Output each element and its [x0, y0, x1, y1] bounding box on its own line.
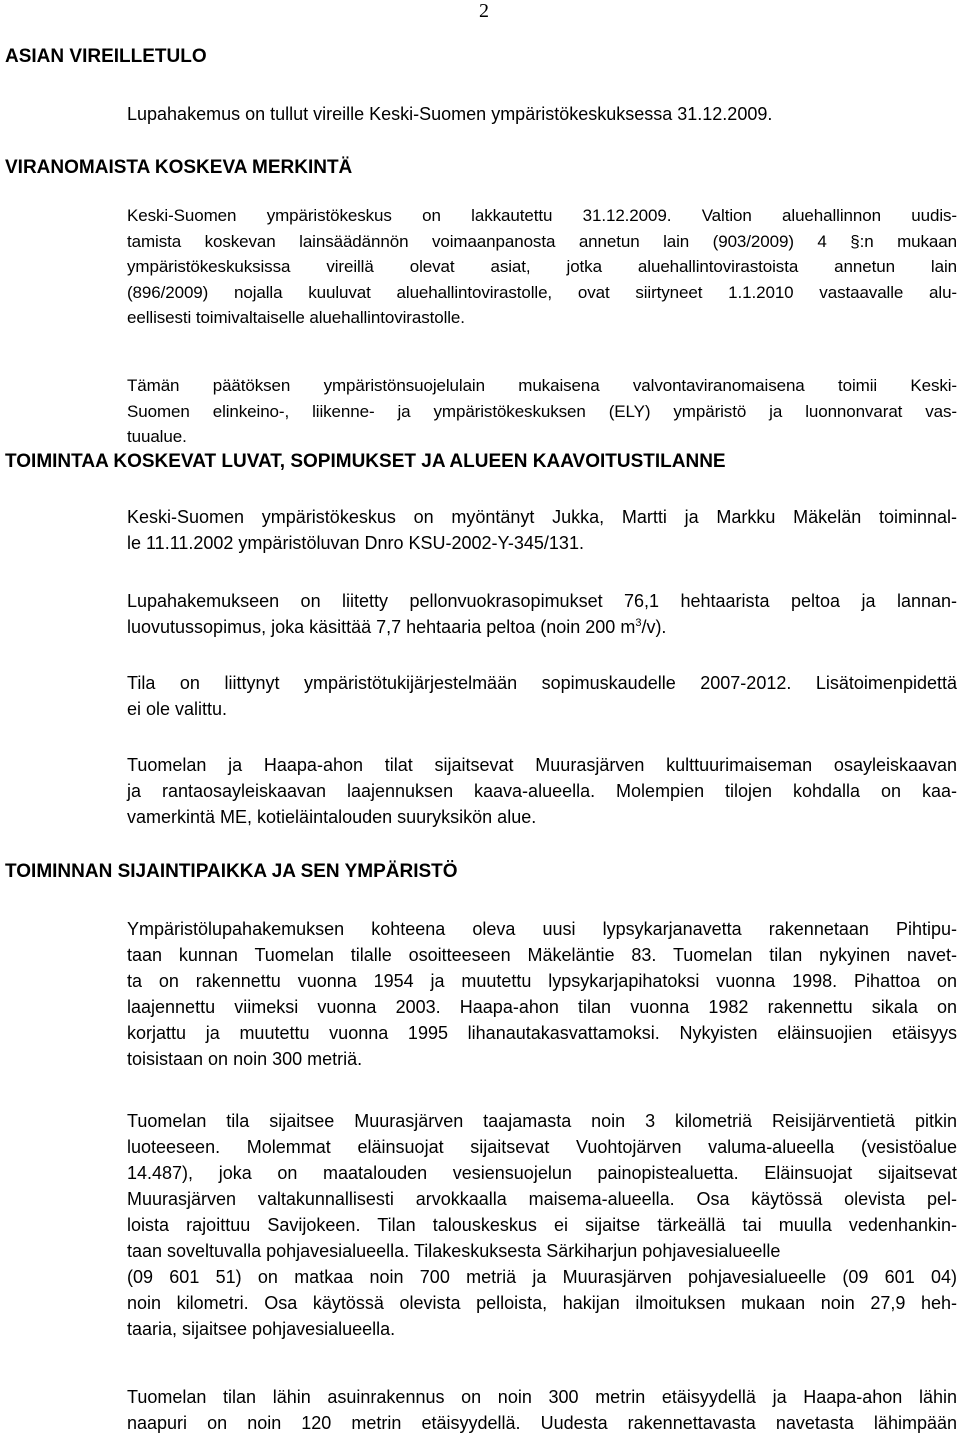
- paragraph-luvat-1: [127, 504, 957, 556]
- text-line: toisistaan on noin 300 metriä.: [127, 1049, 363, 1069]
- text-line: (09 601 51) on matkaa noin 700 metriä ja Muurasjärven pohjavesialueelle (09 601 04): [127, 1267, 957, 1287]
- text-line: Tuomelan tilan lähin asuinrakennus on noin 300 metrin etäisyydellä ja Haapa-ahon lähin: [127, 1387, 957, 1407]
- text-line: taan soveltuvalla pohjavesialueella. Tilakeskuksesta Särkiharjun pohjavesialueelle: [127, 1241, 781, 1261]
- text-line: naapuri on noin 120 metrin etäisyydellä. Uudesta rakennettavasta navetasta lähimpään: [127, 1413, 957, 1433]
- text-line: Keski-Suomen ympäristökeskus on lakkautettu 31.12.2009. Valtion aluehallinnon uudis-: [127, 206, 957, 225]
- text-line: Lupahakemukseen on liitetty pellonvuokrasopimukset 76,1 hehtaarista peltoa ja lannan-: [127, 591, 957, 611]
- paragraph-sijaintipaikka-2: [127, 1108, 957, 1342]
- text-line: noin kilometri. Osa käytössä olevista pelloista, hakijan ilmoituksen mukaan noin 27,9 heh-: [127, 1293, 957, 1313]
- text-line: 14.487), joka on maatalouden vesiensuojelun painopistealuetta. Eläinsuojat sijaitsevat: [127, 1163, 957, 1183]
- text-line: taaria, sijaitsee pohjavesialueella.: [127, 1319, 396, 1339]
- text-line: le 11.11.2002 ympäristöluvan Dnro KSU-2002-Y-345/131.: [127, 533, 584, 553]
- text-fragment: luovutussopimus, joka käsittää 7,7 hehtaaria peltoa (noin 200 m: [127, 617, 636, 637]
- paragraph-sijaintipaikka-3: [127, 1384, 957, 1436]
- paragraph-sijaintipaikka-1: [127, 916, 957, 1072]
- heading-viranomaista-koskeva-merkinta: VIRANOMAISTA KOSKEVA MERKINTÄ: [5, 157, 353, 178]
- text-line: Tämän päätöksen ympäristönsuojelulain mukaisena valvontaviranomaisena toimii Keski-: [127, 376, 957, 395]
- text-line: Ympäristölupahakemuksen kohteena oleva uusi lypsykarjanavetta rakennetaan Pihtipu-: [127, 919, 957, 939]
- paragraph-merkinta-1: [127, 203, 957, 331]
- text-line: tamista koskevan lainsäädännön voimaanpanosta annetun lain (903/2009) 4 §:n mukaan: [127, 231, 957, 251]
- text-line: (896/2009) nojalla kuuluvat aluehallintovirastolle, ovat siirtyneet 1.1.2010 vastaavalle alu-: [127, 282, 957, 302]
- text-line: [127, 614, 957, 640]
- text-line: Tila on liittynyt ympäristötukijärjestelmään sopimuskaudelle 2007-2012. Lisätoimenpidettä: [127, 673, 957, 693]
- text-line: tuualue.: [127, 427, 187, 446]
- text-line: vamerkintä ME, kotieläintalouden suuryksikön alue.: [127, 807, 537, 827]
- text-line: luoteeseen. Molemmat eläinsuojat sijaitsevat Vuohtojärven valuma-alueella (vesistöalue: [127, 1137, 957, 1157]
- text-line: Tuomelan ja Haapa-ahon tilat sijaitsevat Muurasjärven kulttuurimaiseman osayleiskaavan: [127, 755, 957, 775]
- text-fragment: /v).: [641, 617, 667, 637]
- paragraph-luvat-3: [127, 670, 957, 722]
- paragraph-luvat-2: [127, 588, 957, 640]
- text-line: ta on rakennettu vuonna 1954 ja muutettu lypsykarjapihatoksi vuonna 1998. Pihattoa on: [127, 971, 957, 991]
- paragraph-luvat-4: [127, 752, 957, 830]
- paragraph-merkinta-2: [127, 373, 957, 450]
- text-line: ei ole valittu.: [127, 699, 228, 719]
- page-number: 2: [479, 0, 489, 22]
- heading-toimintaa-koskevat-luvat: TOIMINTAA KOSKEVAT LUVAT, SOPIMUKSET JA ALUEEN KAAVOITUSTILANNE: [5, 451, 726, 472]
- text-line: ympäristökeskuksissa vireillä olevat asiat, jotka aluehallintovirastoista annetun lain: [127, 257, 957, 276]
- text-line: eellisesti toimivaltaiselle aluehallintovirastolle.: [127, 308, 465, 327]
- text-line: laajennettu viimeksi vuonna 2003. Haapa-ahon tilan vuonna 1982 rakennettu sikala on: [127, 997, 957, 1017]
- heading-asian-vireilletulo: ASIAN VIREILLETULO: [5, 46, 207, 67]
- text-line: korjattu ja muutettu vuonna 1995 lihanautakasvattamoksi. Nykyisten eläinsuojien etäisyys: [127, 1023, 957, 1043]
- paragraph-vireilletulo: [127, 101, 957, 127]
- text-line: Tuomelan tila sijaitsee Muurasjärven taajamasta noin 3 kilometriä Reisijärventietä pitkin: [127, 1111, 957, 1131]
- text-line: Keski-Suomen ympäristökeskus on myöntänyt Jukka, Martti ja Markku Mäkelän toiminnal-: [127, 507, 957, 527]
- text-line: ja rantaosayleiskaavan laajennuksen kaava-alueella. Molempien tilojen kohdalla on kaa-: [127, 781, 957, 801]
- text-line: Suomen elinkeino-, liikenne- ja ympäristökeskuksen (ELY) ympäristö ja luonnonvarat vas-: [127, 401, 957, 421]
- text-line: Lupahakemus on tullut vireille Keski-Suomen ympäristökeskuksessa 31.12.2009.: [127, 104, 773, 124]
- text-line: loista rajoittuu Savijokeen. Tilan talouskeskus ei sijaitse tärkeällä tai muulla vedenhankin-: [127, 1215, 957, 1235]
- text-line: Muurasjärven valtakunnallisesti arvokkaalla maisema-alueella. Osa käytössä olevista pel-: [127, 1189, 957, 1209]
- text-line: taan kunnan Tuomelan tilalle osoitteeseen Mäkeläntie 83. Tuomelan tilan nykyinen navet-: [127, 945, 957, 965]
- superscript-exponent: 3: [635, 617, 642, 629]
- heading-toiminnan-sijaintipaikka: TOIMINNAN SIJAINTIPAIKKA JA SEN YMPÄRISTÖ: [5, 861, 458, 882]
